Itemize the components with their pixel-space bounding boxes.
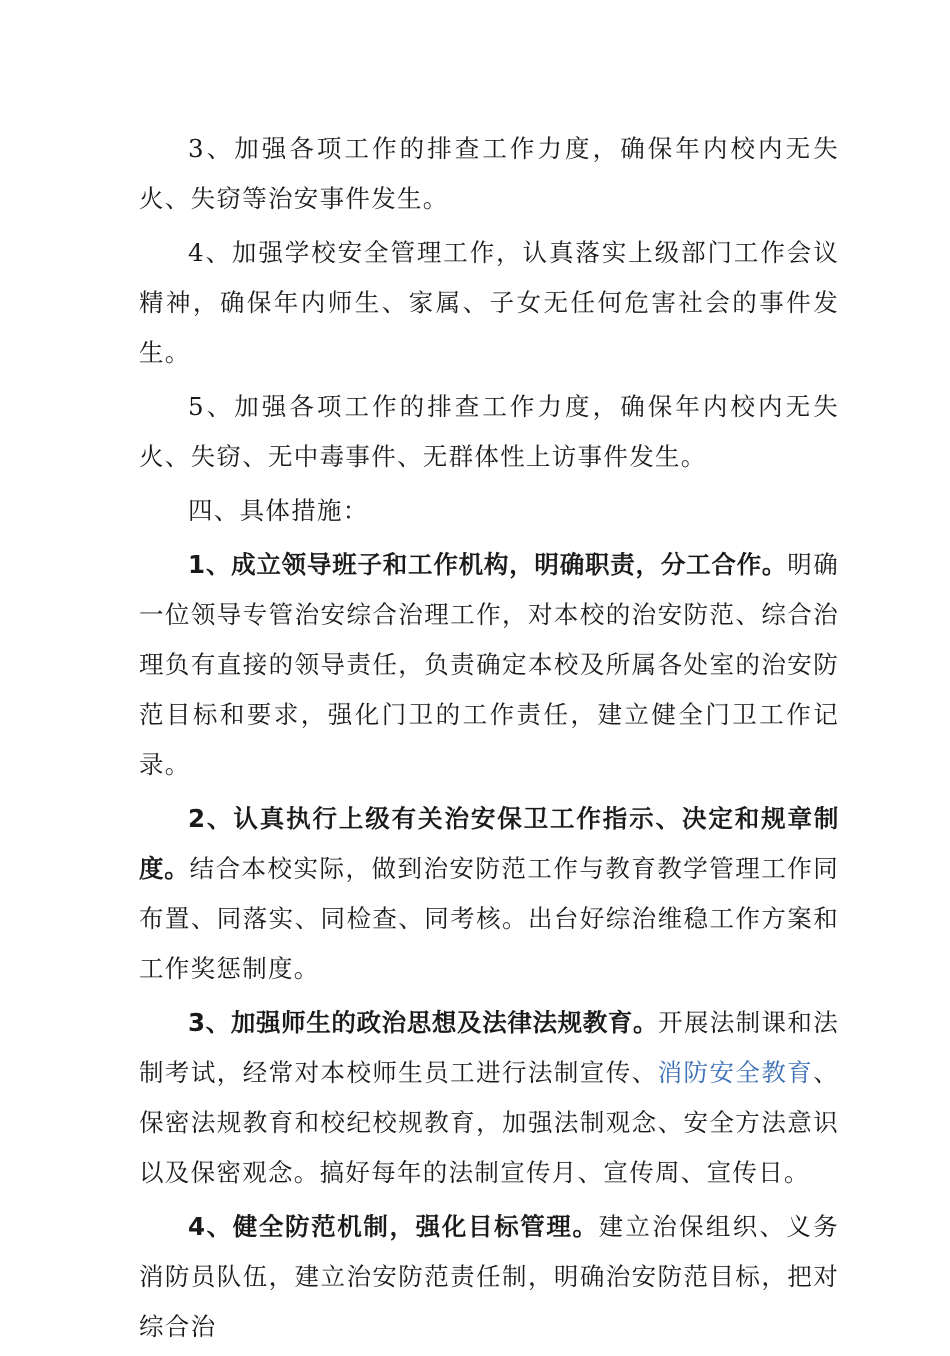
paragraph-item-5 bbox=[139, 382, 839, 482]
measure-3-title: 3、加强师生的政治思想及法律法规教育。 bbox=[188, 1008, 659, 1037]
section-heading bbox=[139, 486, 839, 536]
paragraph-item-4 bbox=[139, 228, 839, 378]
measure-3-body-after: 、保密法规教育和校纪校规教育，加强法制观念、安全方法意识以及保密观念。搞好每年的法制宣传月、宣传周、宣传日。 bbox=[139, 1058, 839, 1187]
fire-safety-education-link[interactable]: 消防安全教育 bbox=[657, 1058, 814, 1087]
measure-3 bbox=[139, 998, 839, 1198]
measure-4 bbox=[139, 1202, 839, 1352]
section-heading-text: 四、具体措施： bbox=[188, 496, 369, 525]
measure-2 bbox=[139, 794, 839, 994]
measure-2-title: 2、认真执行上级有关治安保卫工作指示、决定和规章制度。 bbox=[139, 804, 839, 883]
paragraph-item-3 bbox=[139, 124, 839, 224]
paragraph-text: 3、加强各项工作的排查工作力度，确保年内校内无失火、失窃等治安事件发生。 bbox=[139, 134, 839, 213]
measure-4-body: 建立治保组织、义务消防员队伍，建立治安防范责任制，明确治安防范目标，把对综合治 bbox=[139, 1212, 839, 1341]
measure-4-title: 4、健全防范机制，强化目标管理。 bbox=[188, 1212, 599, 1241]
paragraph-text: 4、加强学校安全管理工作，认真落实上级部门工作会议精神，确保年内师生、家属、子女无任何危害社会的事件发生。 bbox=[139, 238, 839, 367]
paragraph-text: 5、加强各项工作的排查工作力度，确保年内校内无失火、失窃、无中毒事件、无群体性上访事件发生。 bbox=[139, 392, 839, 471]
measure-1 bbox=[139, 540, 839, 790]
measure-1-title: 1、成立领导班子和工作机构，明确职责，分工合作。 bbox=[188, 550, 788, 579]
measure-3-body-before: 开展法制课和法制考试，经常对本校师生员工进行法制宣传、 bbox=[139, 1008, 839, 1087]
measure-1-body: 明确一位领导专管治安综合治理工作，对本校的治安防范、综合治理负有直接的领导责任，负责确定本校及所属各处室的治安防范目标和要求，强化门卫的工作责任，建立健全门卫工作记录。 bbox=[139, 550, 839, 779]
document-page bbox=[139, 124, 839, 1356]
measure-2-body: 结合本校实际，做到治安防范工作与教育教学管理工作同布置、同落实、同检查、同考核。出台好综治维稳工作方案和工作奖惩制度。 bbox=[139, 854, 840, 983]
